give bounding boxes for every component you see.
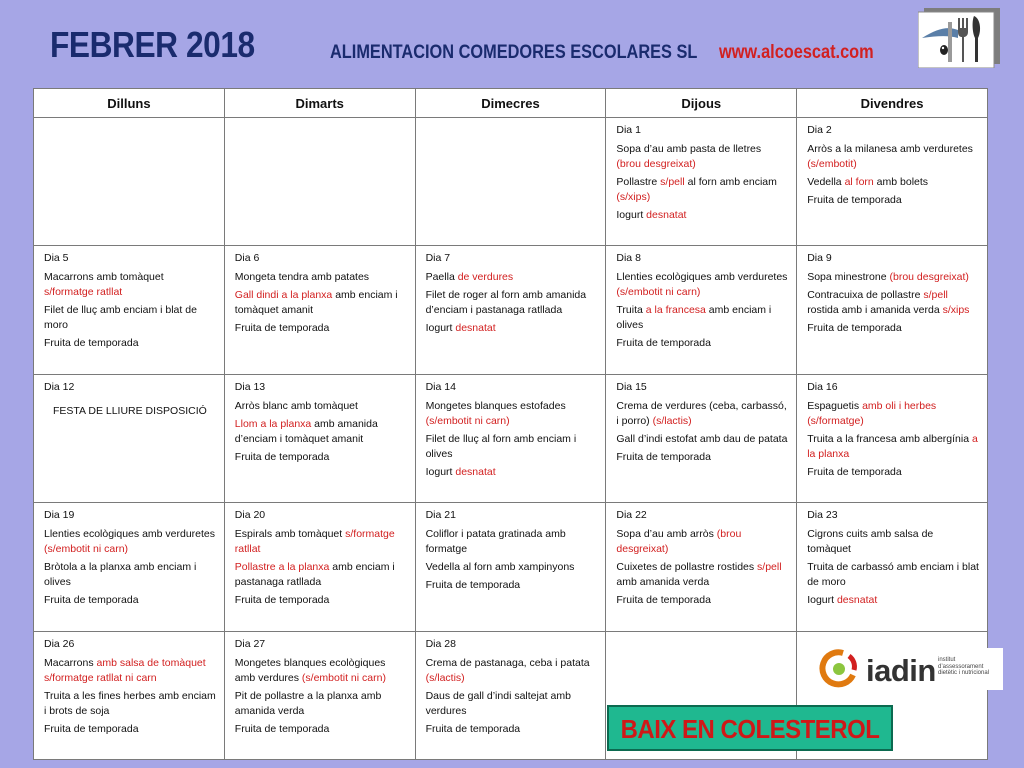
menu-day-cell — [606, 246, 797, 374]
dish-text: Fruita de temporada — [44, 594, 139, 607]
dish-text: Macarrons amb tomàquet — [44, 271, 164, 284]
dish-text: al forn amb enciam — [684, 176, 777, 188]
dish-note: (s/embotit ni carn) — [425, 414, 510, 427]
dish-text: Llenties ecològiques amb verduretes — [44, 528, 216, 541]
dish-text: Mongetes blanques estofades — [425, 399, 566, 412]
dish-item — [426, 578, 598, 593]
dish-item — [235, 450, 407, 465]
day-label: Dia 15 — [616, 380, 647, 393]
week-row — [34, 374, 988, 502]
dish-item — [235, 593, 407, 608]
menu-day-cell — [415, 503, 606, 631]
dish-text: Fruita de temporada — [616, 594, 711, 607]
dish-text: Iogurt — [616, 209, 647, 221]
dish-item — [807, 432, 979, 462]
dish-text: Fruita de temporada — [616, 450, 711, 463]
dish-item — [426, 270, 598, 285]
dish-note: amb oli i herbes (s/formatge) — [807, 399, 937, 427]
dish-item — [235, 417, 407, 447]
day-label: Dia 27 — [234, 637, 266, 650]
dish-item — [235, 722, 407, 737]
dish-item — [426, 689, 598, 719]
dish-item — [235, 288, 407, 318]
day-label: Dia 12 — [44, 380, 75, 393]
dish-note: Gall dindi a la planxa — [234, 289, 333, 302]
dish-note: (s/lactis) — [425, 671, 465, 684]
dish-item — [426, 560, 598, 575]
dish-item — [44, 527, 216, 557]
dish-item — [235, 399, 407, 414]
menu-day-cell — [34, 118, 225, 246]
dish-text: Fruita de temporada — [807, 194, 902, 206]
dish-item — [44, 404, 216, 419]
dish-text: Filet de roger al forn amb amanida d’enciam i pastanaga ratllada — [425, 289, 587, 317]
day-label: Dia 8 — [616, 252, 641, 265]
dish-note: desnatat — [455, 322, 496, 335]
day-label: Dia 23 — [807, 509, 838, 522]
dish-item — [44, 689, 216, 719]
dish-item — [616, 560, 788, 590]
dish-text: Fruita de temporada — [234, 722, 330, 735]
dish-note: (brou desgreixat) — [616, 158, 696, 170]
dish-text: Fruita de temporada — [807, 322, 902, 335]
dish-text: Sopa d’au amb arròs — [616, 528, 717, 541]
dish-note: (brou desgreixat) — [616, 528, 742, 556]
dish-item — [616, 270, 788, 300]
menu-day-cell — [34, 503, 225, 631]
menu-day-cell — [415, 118, 606, 246]
dish-text: Contracuixa de pollastre — [807, 289, 924, 302]
menu-day-cell — [606, 374, 797, 502]
dish-text: Daus de gall d’indi saltejat amb verdures — [425, 689, 571, 717]
dish-item — [616, 527, 788, 557]
menu-day-cell — [224, 631, 415, 759]
day-label: Dia 28 — [425, 637, 456, 650]
dish-text: Crema de verdures (ceba, carbassó, i porro) — [616, 399, 787, 427]
day-label: Dia 5 — [44, 252, 69, 265]
dish-item — [235, 656, 407, 686]
dish-item — [44, 303, 216, 333]
dish-item — [44, 722, 216, 737]
dish-item — [616, 593, 788, 608]
dish-item — [616, 432, 788, 447]
dish-item — [426, 722, 598, 737]
dish-note: (s/xips) — [616, 191, 651, 203]
day-label: Dia 9 — [807, 252, 832, 265]
dish-text: Bròtola a la planxa amb enciam i olives — [44, 561, 197, 589]
dish-item — [807, 527, 979, 557]
dish-item — [616, 450, 788, 465]
dish-text: Mongeta tendra amb patates — [234, 271, 370, 284]
dish-text: Cuixetes de pollastre rostides — [616, 561, 758, 574]
day-label: Dia 26 — [44, 637, 75, 650]
dish-note: s/xips — [942, 304, 970, 317]
dish-text: Sopa minestrone — [807, 271, 890, 284]
dish-item — [807, 399, 979, 429]
day-label: Dia 21 — [425, 509, 456, 522]
dish-item — [616, 175, 788, 205]
menu-day-cell — [224, 503, 415, 631]
dish-item — [426, 465, 598, 480]
dish-item — [426, 399, 598, 429]
dish-item — [44, 336, 216, 351]
day-label: Dia 20 — [234, 509, 266, 522]
dish-note: s/formatge ratllat — [234, 528, 395, 556]
dish-item — [426, 432, 598, 462]
day-label: Dia 19 — [44, 509, 75, 522]
iadin-logo — [815, 648, 1003, 690]
dish-item — [235, 270, 407, 285]
menu-day-cell — [415, 631, 606, 759]
dish-text: Fruita de temporada — [234, 322, 330, 335]
weekday-header: Divendres — [797, 89, 988, 118]
dish-text: Espirals amb tomàquet — [234, 528, 346, 541]
dish-note: s/pell — [923, 289, 948, 302]
week-row — [34, 503, 988, 631]
weekday-header: Dijous — [606, 89, 797, 118]
page-title: FEBRER 2018 — [50, 24, 255, 65]
dish-note: (s/embotit ni carn) — [44, 543, 129, 556]
day-label: Dia 14 — [425, 380, 456, 393]
dish-item — [807, 321, 979, 336]
dish-text: Coliflor i patata gratinada amb formatge — [425, 528, 566, 556]
menu-day-cell — [415, 246, 606, 374]
dish-item — [235, 321, 407, 336]
low-cholesterol-label: BAIX EN COLESTEROL — [620, 714, 880, 744]
dish-item — [44, 656, 216, 686]
weekday-header: Dimecres — [415, 89, 606, 118]
day-label: Dia 22 — [616, 509, 647, 522]
dish-note: al forn — [844, 176, 874, 188]
dish-item — [426, 656, 598, 686]
dish-text: amb enciam i olives — [616, 304, 772, 332]
dish-note: s/pell — [757, 561, 782, 574]
dish-text: Truita a la francesa amb albergínia — [807, 432, 972, 445]
dish-item — [426, 288, 598, 318]
dish-text: Pit de pollastre a la planxa amb amanida verda — [234, 689, 382, 717]
day-label: Dia 16 — [807, 380, 838, 393]
dish-text: amb enciam i pastanaga ratllada — [234, 561, 395, 589]
dish-text: Fruita de temporada — [425, 722, 521, 735]
dish-text: amb amanida d’enciam i tomàquet amanit — [234, 417, 378, 445]
dish-text: Llenties ecològiques amb verduretes — [616, 271, 788, 284]
dish-note: s/pell — [660, 176, 685, 188]
dish-text: Mongetes blanques ecològiques amb verdures — [234, 656, 386, 684]
dish-item — [235, 560, 407, 590]
dish-item — [616, 399, 788, 429]
dish-note: desnatat — [455, 465, 496, 478]
dish-item — [616, 303, 788, 333]
menu-day-cell — [606, 118, 797, 246]
menu-day-cell — [606, 503, 797, 631]
dish-item — [807, 593, 979, 608]
dish-note: s/formatge ratllat — [44, 286, 123, 299]
dish-note: amb salsa de tomàquet s/formatge ratllat ni carn — [44, 656, 206, 684]
dish-item — [807, 465, 979, 480]
dish-note: desnatat — [836, 594, 878, 607]
day-label: Dia 13 — [234, 380, 266, 393]
dish-text: Fruita de temporada — [44, 722, 139, 735]
weekday-header: Dilluns — [34, 89, 225, 118]
dish-text: Paella — [425, 271, 458, 284]
dish-text: Fruita de temporada — [807, 465, 902, 478]
dish-item — [807, 270, 979, 285]
dish-text: Gall d’indi estofat amb dau de patata — [616, 432, 788, 445]
menu-day-cell — [34, 631, 225, 759]
website-link[interactable]: www.alcoescat.com — [719, 42, 874, 63]
dish-item — [426, 527, 598, 557]
dish-item — [807, 142, 979, 172]
cutlery-icon — [918, 8, 1000, 68]
menu-day-cell — [224, 118, 415, 246]
dish-note: desnatat — [646, 209, 687, 221]
dish-text: Cigrons cuits amb salsa de tomàquet — [807, 528, 934, 556]
dish-item — [44, 270, 216, 300]
dish-text: amb bolets — [873, 176, 929, 188]
dish-note: a la francesa — [645, 304, 706, 317]
iadin-wordmark: iadin — [866, 653, 936, 688]
weekday-header: Dimarts — [224, 89, 415, 118]
dish-text: Arròs a la milanesa amb verduretes — [807, 143, 973, 155]
low-cholesterol-badge — [607, 705, 893, 751]
company-name: ALIMENTACION COMEDORES ESCOLARES SL — [330, 42, 698, 63]
menu-day-cell — [34, 246, 225, 374]
weekday-header-row — [34, 89, 988, 118]
dish-text: Truita a les fines herbes amb enciam i brots de soja — [44, 689, 216, 717]
dish-text: Fruita de temporada — [425, 579, 521, 592]
dish-text: FESTA DE LLIURE DISPOSICIÓ — [52, 404, 207, 417]
dish-text: Iogurt — [425, 322, 456, 335]
iadin-subtitle: institut d’assessorament dietètic i nutricional — [938, 657, 990, 676]
menu-day-cell — [797, 118, 988, 246]
menu-day-cell — [797, 246, 988, 374]
dish-text: Fruita de temporada — [234, 594, 330, 607]
week-row — [34, 246, 988, 374]
day-label: Dia 2 — [807, 124, 832, 136]
dish-note: (s/lactis) — [652, 414, 692, 427]
dish-text: Truita de carbassó amb enciam i blat de moro — [807, 561, 979, 589]
dish-item — [235, 527, 407, 557]
dish-text: Fruita de temporada — [616, 337, 711, 350]
dish-text: Sopa d’au amb pasta de lletres — [616, 143, 762, 155]
dish-item — [616, 142, 788, 172]
dish-text: Macarrons — [44, 656, 97, 669]
menu-day-cell — [797, 503, 988, 631]
menu-day-cell — [224, 246, 415, 374]
dish-text: Pollastre — [616, 176, 661, 188]
dish-item — [807, 288, 979, 318]
dish-note: (s/embotit ni carn) — [301, 671, 386, 684]
dish-note: a la planxa — [807, 432, 978, 460]
day-label: Dia 1 — [616, 124, 641, 136]
dish-note: de verdures — [457, 271, 514, 284]
dish-note: (s/embotit ni carn) — [616, 286, 701, 299]
dish-item — [616, 208, 788, 223]
dish-text: Crema de pastanaga, ceba i patata — [425, 656, 590, 669]
cutlery-logo — [918, 8, 1000, 68]
dish-text: amb amanida verda — [616, 576, 710, 589]
dish-item — [616, 336, 788, 351]
dish-text: Vedella — [807, 176, 845, 188]
dish-text: Vedella al forn amb xampinyons — [425, 561, 575, 574]
dish-note: Pollastre a la planxa — [234, 561, 330, 574]
dish-item — [807, 560, 979, 590]
dish-text: Arròs blanc amb tomàquet — [234, 399, 358, 412]
day-label: Dia 7 — [425, 252, 451, 265]
dish-text: Filet de lluç amb enciam i blat de moro — [44, 304, 197, 332]
dish-item — [807, 175, 979, 190]
day-label: Dia 6 — [234, 252, 260, 265]
menu-day-cell — [415, 374, 606, 502]
dish-note: (s/embotit) — [807, 158, 857, 170]
dish-item — [807, 193, 979, 208]
dish-item — [44, 593, 216, 608]
dish-item — [235, 689, 407, 719]
menu-day-cell — [797, 374, 988, 502]
iadin-logo-icon — [817, 648, 861, 690]
dish-text: Filet de lluç al forn amb enciam i olives — [425, 432, 577, 460]
dish-note: (brou desgreixat) — [889, 271, 969, 284]
dish-item — [426, 321, 598, 336]
dish-text: Truita — [616, 304, 646, 317]
week-row — [34, 118, 988, 246]
dish-item — [44, 560, 216, 590]
menu-day-cell — [34, 374, 225, 502]
dish-text: Espaguetis — [807, 399, 863, 412]
dish-text: Fruita de temporada — [234, 450, 330, 463]
dish-text: rostida amb i amanida verda — [807, 304, 943, 317]
menu-day-cell — [224, 374, 415, 502]
dish-text: amb enciam i tomàquet amanit — [234, 289, 398, 317]
dish-note: Llom a la planxa — [234, 417, 312, 430]
dish-text: Fruita de temporada — [44, 337, 139, 350]
dish-text: Iogurt — [807, 594, 837, 607]
dish-text: Iogurt — [425, 465, 456, 478]
